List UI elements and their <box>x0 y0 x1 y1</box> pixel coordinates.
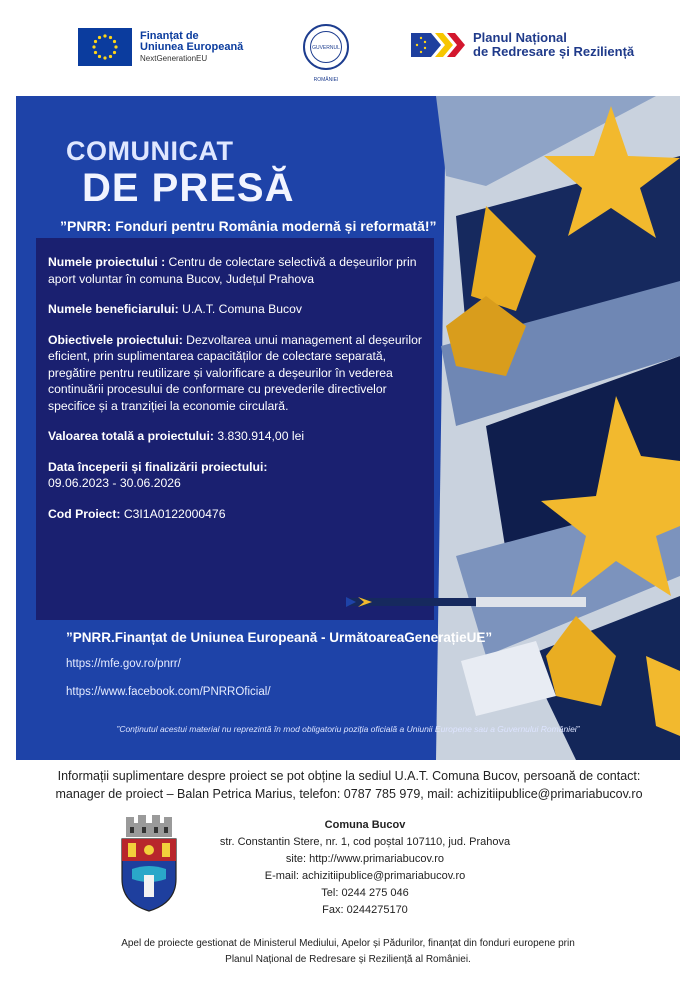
footer-line1: Apel de proiecte gestionat de Ministerul Mediului, Apelor și Pădurilor, finanțat din fonduri europene prin <box>121 938 575 949</box>
government-seal-label: GUVERNUL ROMÂNIEI <box>310 31 342 63</box>
town-hall-email[interactable]: E-mail: achizitiipublice@primariabucov.ro <box>264 870 466 882</box>
total-value-row <box>48 428 422 445</box>
project-name-row <box>48 254 422 287</box>
objectives-value: Dezvoltarea unui management al deșeurilor eficient, prin suplimentarea capacităților de colectare separată, pregătire pentru reutilizare și valorificare a deșeurilor în vederea continuării procesului de conformare cu prevederile directivelor specifice și a tranziției la economie circulară. <box>48 332 422 413</box>
pnrr-logo <box>411 30 634 60</box>
beneficiary-label: Numele beneficiarului: <box>48 302 179 316</box>
pnrr-text-line2: de Redresare și Reziliență <box>473 44 635 59</box>
eu-text-line2: Uniunea Europeană <box>140 41 244 54</box>
eu-text-line3: NextGenerationEU <box>140 53 208 63</box>
footer-note <box>40 936 656 968</box>
pnrr-chevrons-icon <box>411 30 467 60</box>
header <box>0 0 696 95</box>
town-hall-street: str. Constantin Stere, nr. 1, cod poștal 107110, jud. Prahova <box>219 836 511 848</box>
project-code-row <box>48 506 422 523</box>
disclaimer-text: ”Conținutul acestui material nu reprezintă în mod obligatoriu poziția oficială a Uniunii Europene sau a Guvernului României” <box>116 724 580 734</box>
slogan-bottom: ”PNRR.Finanțat de Uniunea Europeană - UrmătoareaGenerațieUE” <box>66 630 493 645</box>
dates-row <box>48 459 422 492</box>
project-code-label: Cod Proiect: <box>48 506 121 521</box>
slogan-top: ”PNRR: Fonduri pentru România modernă și reformată!” <box>60 218 437 234</box>
facebook-pnrr-link[interactable]: https://www.facebook.com/PNRROficial/ <box>66 686 271 698</box>
contact-intro <box>18 767 680 803</box>
eu-flag-icon <box>78 28 132 66</box>
mfe-pnrr-link[interactable]: https://mfe.gov.ro/pnrr/ <box>66 658 181 670</box>
beneficiary-row <box>48 301 422 318</box>
dates-label: Data începerii și finalizării proiectului: <box>48 459 268 474</box>
total-value-value: 3.830.914,00 lei <box>213 429 305 443</box>
eu-text-line1: Finanțat de <box>140 29 199 42</box>
government-seal-icon <box>303 24 349 83</box>
project-name-value: Centru de colectare selectivă a deșeurilor prin aport voluntar în comuna Bucov, Județul Prahova <box>48 255 417 286</box>
objectives-row <box>48 332 422 415</box>
beneficiary-value: U.A.T. Comuna Bucov <box>178 302 302 316</box>
total-value-label: Valoarea totală a proiectului: <box>48 429 214 443</box>
eu-funding-logo <box>78 28 243 66</box>
contact-intro-line1: Informații suplimentare despre proiect se pot obține la sediul U.A.T. Comuna Bucov, persoană de contact: <box>57 769 641 783</box>
town-hall-name: Comuna Bucov <box>324 819 406 831</box>
contact-intro-line2: manager de proiect – Balan Petrica Marius, telefon: 0787 785 979, mail: achizitiipublice@primariabucov.ro <box>55 787 643 801</box>
footer-line2: Planul Național de Redresare și Reziliență al României. <box>225 954 471 965</box>
town-hall-phone: Tel: 0244 275 046 <box>321 887 409 899</box>
town-hall-site[interactable]: site: http://www.primariabucov.ro <box>285 853 445 865</box>
dates-value: 09.06.2023 - 30.06.2026 <box>48 476 181 490</box>
coat-of-arms-icon <box>118 813 180 913</box>
title-line2: DE PRESĂ <box>82 166 295 210</box>
town-hall-fax: Fax: 0244275170 <box>322 904 408 916</box>
pnrr-text-line1: Planul Național <box>473 29 567 45</box>
town-hall-address <box>200 817 530 919</box>
press-release-banner <box>16 96 680 760</box>
project-name-label: Numele proiectului : <box>48 255 166 269</box>
project-code-value: C3I1A0122000476 <box>120 506 226 521</box>
project-info-box <box>36 238 434 620</box>
objectives-label: Obiectivele proiectului: <box>48 332 183 347</box>
title-line1: COMUNICAT <box>66 136 234 166</box>
decorative-arrow-bar <box>346 595 586 609</box>
